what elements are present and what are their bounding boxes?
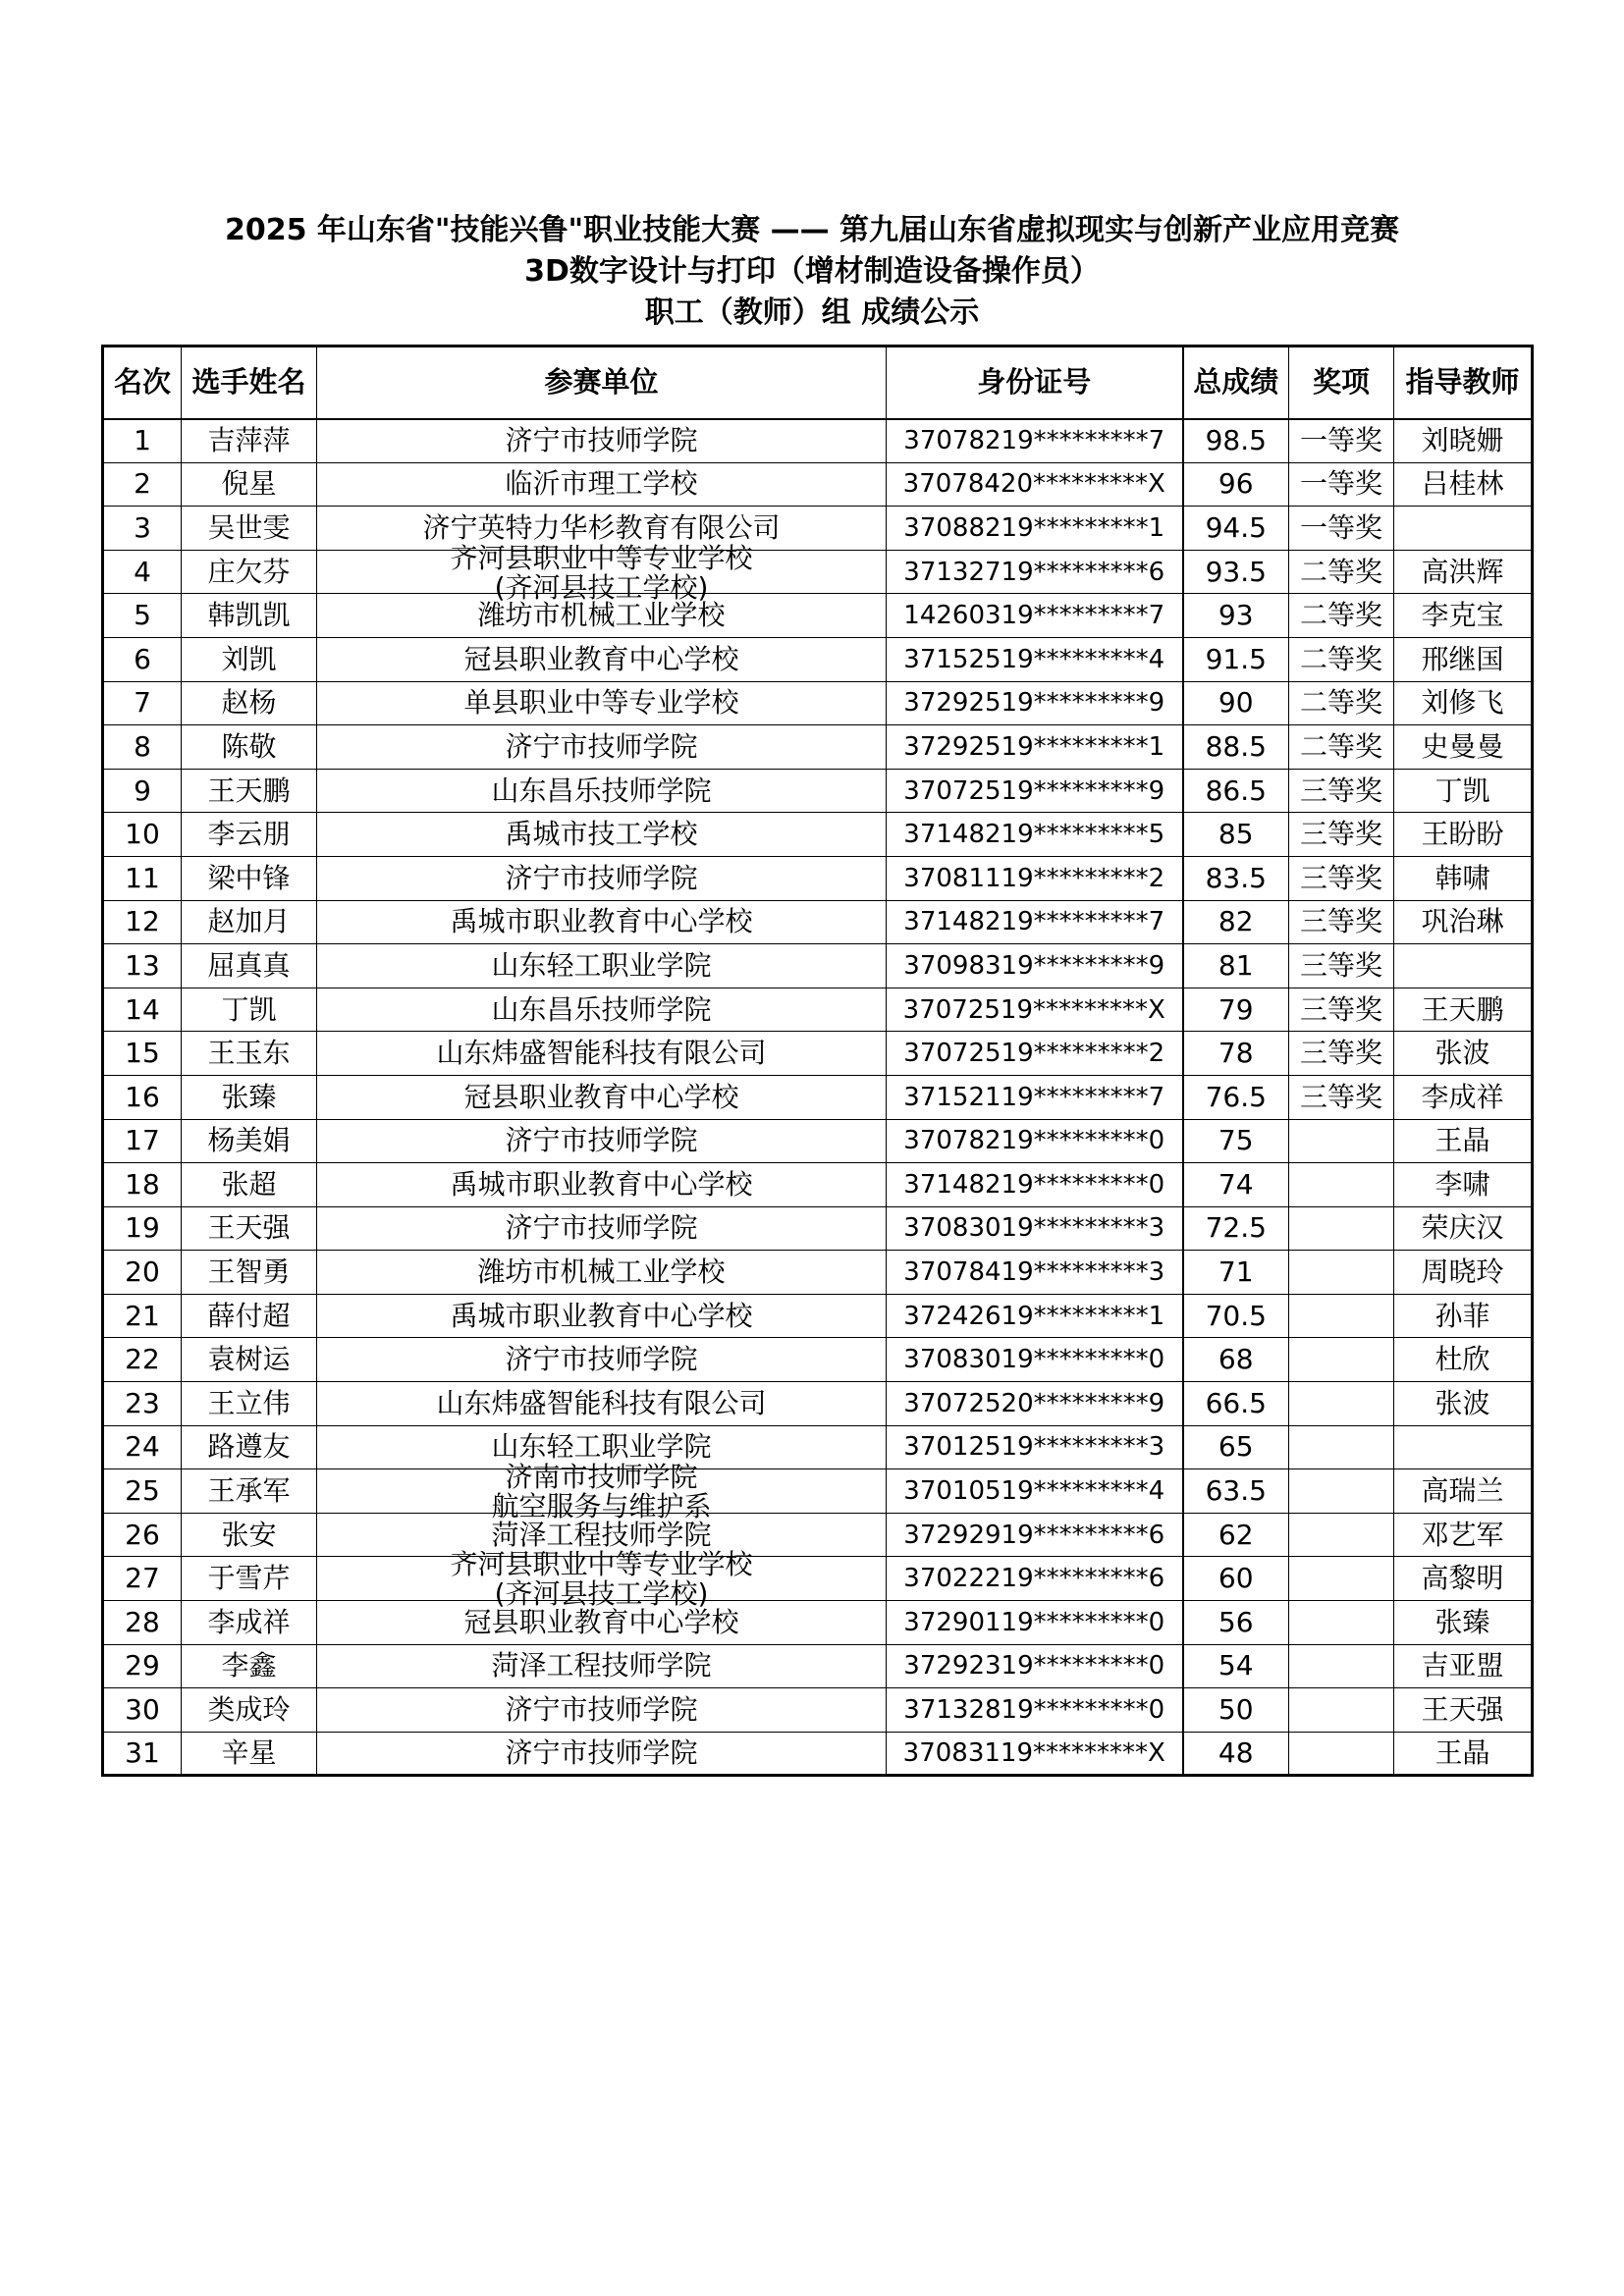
cell-score: 81 (1183, 944, 1289, 988)
cell-score: 48 (1183, 1732, 1289, 1776)
table-row (103, 550, 1533, 594)
cell-award: 一等奖 (1289, 507, 1394, 551)
cell-unit (317, 1548, 887, 1611)
cell-id: 37072519*********9 (887, 769, 1183, 813)
cell-award: 二等奖 (1289, 550, 1394, 594)
document-title (0, 210, 1624, 334)
cell-award (1289, 1601, 1394, 1645)
cell-teacher: 王天强 (1394, 1688, 1533, 1733)
table-row (103, 1206, 1533, 1251)
cell-unit: 禹城市技工学校 (317, 813, 887, 857)
cell-award (1289, 1119, 1394, 1163)
cell-id: 37078219*********7 (887, 419, 1183, 463)
cell-teacher: 王天鹏 (1394, 988, 1533, 1032)
cell-award (1289, 1688, 1394, 1733)
cell-id: 37078420*********X (887, 462, 1183, 507)
cell-name: 吉萍萍 (182, 419, 317, 463)
cell-name: 吴世雯 (182, 507, 317, 551)
cell-unit: 山东炜盛智能科技有限公司 (317, 1382, 887, 1426)
cell-unit: 单县职业中等专业学校 (317, 681, 887, 725)
cell-unit: 临沂市理工学校 (317, 462, 887, 507)
cell-id: 37152519*********4 (887, 637, 1183, 681)
table-row (103, 856, 1533, 900)
cell-unit-line-1: 齐河县职业中等专业学校 (450, 541, 753, 574)
cell-award: 二等奖 (1289, 637, 1394, 681)
cell-unit: 济宁市技师学院 (317, 419, 887, 463)
cell-rank: 8 (103, 725, 182, 770)
cell-teacher: 孙菲 (1394, 1294, 1533, 1338)
cell-rank: 16 (103, 1075, 182, 1119)
cell-score: 79 (1183, 988, 1289, 1032)
cell-award: 三等奖 (1289, 944, 1394, 988)
cell-teacher: 张臻 (1394, 1601, 1533, 1645)
cell-rank: 14 (103, 988, 182, 1032)
cell-rank: 19 (103, 1206, 182, 1251)
cell-teacher: 荣庆汉 (1394, 1206, 1533, 1251)
cell-teacher: 高洪辉 (1394, 550, 1533, 594)
cell-unit-two-line (317, 1461, 886, 1523)
results-table (101, 345, 1534, 1777)
cell-score: 78 (1183, 1032, 1289, 1076)
cell-score: 56 (1183, 1601, 1289, 1645)
cell-id: 37083019*********3 (887, 1206, 1183, 1251)
cell-id: 37152119*********7 (887, 1075, 1183, 1119)
cell-award: 二等奖 (1289, 594, 1394, 638)
cell-score: 96 (1183, 462, 1289, 507)
table-row (103, 1338, 1533, 1382)
table-row (103, 1688, 1533, 1733)
cell-id: 37022219*********6 (887, 1557, 1183, 1601)
cell-score: 82 (1183, 900, 1289, 944)
cell-award: 三等奖 (1289, 769, 1394, 813)
cell-unit: 冠县职业教育中心学校 (317, 1075, 887, 1119)
cell-name: 袁树运 (182, 1338, 317, 1382)
cell-rank: 25 (103, 1469, 182, 1514)
table-row (103, 1557, 1533, 1601)
cell-unit-line-2: (齐河县技工学校) (494, 1577, 709, 1611)
cell-rank: 15 (103, 1032, 182, 1076)
cell-score: 65 (1183, 1425, 1289, 1469)
cell-rank: 30 (103, 1688, 182, 1733)
cell-name: 李云朋 (182, 813, 317, 857)
table-row (103, 681, 1533, 725)
cell-id: 37148219*********0 (887, 1163, 1183, 1207)
title-line-1: 2025 年山东省"技能兴鲁"职业技能大赛 —— 第九届山东省虚拟现实与创新产业应用竞赛 (224, 213, 1400, 247)
cell-rank: 31 (103, 1732, 182, 1776)
cell-id: 37292519*********9 (887, 681, 1183, 725)
cell-unit: 山东轻工职业学院 (317, 944, 887, 988)
cell-name: 梁中锋 (182, 856, 317, 900)
cell-id: 37010519*********4 (887, 1469, 1183, 1514)
cell-id: 37242619*********1 (887, 1294, 1183, 1338)
cell-id: 37098319*********9 (887, 944, 1183, 988)
cell-name: 路遵友 (182, 1425, 317, 1469)
cell-award: 三等奖 (1289, 856, 1394, 900)
cell-unit-line-1: 济南市技师学院 (505, 1461, 698, 1494)
cell-id: 37078219*********0 (887, 1119, 1183, 1163)
cell-unit (317, 541, 887, 604)
cell-award (1289, 1294, 1394, 1338)
table-row (103, 1732, 1533, 1776)
cell-unit: 冠县职业教育中心学校 (317, 637, 887, 681)
cell-unit: 山东昌乐技师学院 (317, 769, 887, 813)
cell-unit: 济宁市技师学院 (317, 1688, 887, 1733)
cell-id: 37148219*********5 (887, 813, 1183, 857)
cell-rank: 7 (103, 681, 182, 725)
cell-score: 62 (1183, 1513, 1289, 1557)
table-row (103, 1601, 1533, 1645)
table-row (103, 813, 1533, 857)
cell-unit (317, 1461, 887, 1523)
cell-award: 三等奖 (1289, 1075, 1394, 1119)
cell-award (1289, 1513, 1394, 1557)
cell-score: 83.5 (1183, 856, 1289, 900)
cell-score: 88.5 (1183, 725, 1289, 770)
table-row (103, 769, 1533, 813)
cell-name: 李鑫 (182, 1644, 317, 1688)
cell-teacher: 周晓玲 (1394, 1251, 1533, 1295)
cell-rank: 3 (103, 507, 182, 551)
cell-name: 王承军 (182, 1469, 317, 1514)
cell-id: 37072519*********2 (887, 1032, 1183, 1076)
cell-name: 杨美娟 (182, 1119, 317, 1163)
cell-rank: 5 (103, 594, 182, 638)
cell-rank: 28 (103, 1601, 182, 1645)
cell-id: 37072519*********X (887, 988, 1183, 1032)
table-row (103, 725, 1533, 770)
cell-id: 37290119*********0 (887, 1601, 1183, 1645)
cell-id: 37132819*********0 (887, 1688, 1183, 1733)
cell-teacher (1394, 507, 1533, 551)
cell-award (1289, 1732, 1394, 1776)
cell-award (1289, 1206, 1394, 1251)
table-row (103, 594, 1533, 638)
cell-teacher: 王晶 (1394, 1732, 1533, 1776)
cell-award: 三等奖 (1289, 813, 1394, 857)
cell-name: 类成玲 (182, 1688, 317, 1733)
cell-teacher (1394, 1425, 1533, 1469)
cell-award (1289, 1382, 1394, 1426)
cell-rank: 24 (103, 1425, 182, 1469)
header-score: 总成绩 (1183, 347, 1289, 419)
cell-rank: 29 (103, 1644, 182, 1688)
cell-unit-line-2: (齐河县技工学校) (494, 570, 709, 604)
cell-unit: 济宁市技师学院 (317, 1206, 887, 1251)
cell-score: 76.5 (1183, 1075, 1289, 1119)
table-row (103, 1032, 1533, 1076)
table-row (103, 944, 1533, 988)
cell-id: 37012519*********3 (887, 1425, 1183, 1469)
cell-score: 71 (1183, 1251, 1289, 1295)
cell-teacher: 王盼盼 (1394, 813, 1533, 857)
cell-id: 37292319*********0 (887, 1644, 1183, 1688)
cell-award: 二等奖 (1289, 725, 1394, 770)
cell-name: 刘凯 (182, 637, 317, 681)
cell-award: 三等奖 (1289, 900, 1394, 944)
cell-rank: 6 (103, 637, 182, 681)
cell-teacher: 巩治琳 (1394, 900, 1533, 944)
cell-score: 90 (1183, 681, 1289, 725)
cell-id: 37083019*********0 (887, 1338, 1183, 1382)
cell-score: 74 (1183, 1163, 1289, 1207)
cell-award: 二等奖 (1289, 681, 1394, 725)
cell-rank: 18 (103, 1163, 182, 1207)
cell-teacher: 张波 (1394, 1382, 1533, 1426)
cell-name: 王玉东 (182, 1032, 317, 1076)
cell-name: 倪星 (182, 462, 317, 507)
cell-teacher: 韩啸 (1394, 856, 1533, 900)
cell-name: 屈真真 (182, 944, 317, 988)
cell-teacher: 王晶 (1394, 1119, 1533, 1163)
cell-award: 一等奖 (1289, 419, 1394, 463)
cell-score: 98.5 (1183, 419, 1289, 463)
cell-score: 66.5 (1183, 1382, 1289, 1426)
cell-name: 张臻 (182, 1075, 317, 1119)
table-row (103, 900, 1533, 944)
cell-rank: 11 (103, 856, 182, 900)
cell-unit: 济宁市技师学院 (317, 856, 887, 900)
cell-award (1289, 1644, 1394, 1688)
cell-unit: 冠县职业教育中心学校 (317, 1601, 887, 1645)
cell-name: 薛付超 (182, 1294, 317, 1338)
header-id: 身份证号 (887, 347, 1183, 419)
header-teacher: 指导教师 (1394, 347, 1533, 419)
table-row (103, 1163, 1533, 1207)
cell-rank: 13 (103, 944, 182, 988)
cell-teacher: 李成祥 (1394, 1075, 1533, 1119)
cell-teacher: 张波 (1394, 1032, 1533, 1076)
cell-name: 王天强 (182, 1206, 317, 1251)
cell-score: 94.5 (1183, 507, 1289, 551)
table-row (103, 1119, 1533, 1163)
cell-name: 李成祥 (182, 1601, 317, 1645)
cell-teacher: 李克宝 (1394, 594, 1533, 638)
cell-unit: 禹城市职业教育中心学校 (317, 900, 887, 944)
cell-score: 68 (1183, 1338, 1289, 1382)
cell-award: 一等奖 (1289, 462, 1394, 507)
cell-teacher: 吕桂林 (1394, 462, 1533, 507)
cell-unit: 济宁市技师学院 (317, 1119, 887, 1163)
cell-rank: 9 (103, 769, 182, 813)
cell-name: 王智勇 (182, 1251, 317, 1295)
cell-rank: 10 (103, 813, 182, 857)
cell-name: 王天鹏 (182, 769, 317, 813)
cell-unit-line-1: 齐河县职业中等专业学校 (450, 1548, 753, 1581)
cell-unit: 山东轻工职业学院 (317, 1425, 887, 1469)
cell-award: 三等奖 (1289, 988, 1394, 1032)
cell-id: 14260319*********7 (887, 594, 1183, 638)
cell-unit-two-line (317, 541, 886, 604)
cell-unit: 菏泽工程技师学院 (317, 1513, 887, 1557)
cell-rank: 20 (103, 1251, 182, 1295)
cell-score: 86.5 (1183, 769, 1289, 813)
cell-teacher (1394, 944, 1533, 988)
table-row (103, 1294, 1533, 1338)
cell-id: 37081119*********2 (887, 856, 1183, 900)
header-name: 选手姓名 (182, 347, 317, 419)
cell-award (1289, 1469, 1394, 1514)
cell-id: 37072520*********9 (887, 1382, 1183, 1426)
header-row (103, 347, 1533, 419)
header-award: 奖项 (1289, 347, 1394, 419)
table-row (103, 1075, 1533, 1119)
cell-unit: 济宁市技师学院 (317, 1732, 887, 1776)
cell-name: 丁凯 (182, 988, 317, 1032)
table-row (103, 988, 1533, 1032)
cell-score: 54 (1183, 1644, 1289, 1688)
cell-teacher: 丁凯 (1394, 769, 1533, 813)
cell-score: 72.5 (1183, 1206, 1289, 1251)
table-row (103, 1469, 1533, 1514)
cell-name: 陈敬 (182, 725, 317, 770)
cell-rank: 17 (103, 1119, 182, 1163)
cell-name: 张安 (182, 1513, 317, 1557)
cell-award (1289, 1338, 1394, 1382)
cell-teacher: 吉亚盟 (1394, 1644, 1533, 1688)
cell-unit: 禹城市职业教育中心学校 (317, 1163, 887, 1207)
title-line-2: 3D数字设计与打印（增材制造设备操作员） (524, 254, 1100, 289)
cell-id: 37292919*********6 (887, 1513, 1183, 1557)
cell-teacher: 刘晓姗 (1394, 419, 1533, 463)
cell-unit: 山东昌乐技师学院 (317, 988, 887, 1032)
cell-name: 庄欠芬 (182, 550, 317, 594)
cell-teacher: 邢继国 (1394, 637, 1533, 681)
cell-rank: 12 (103, 900, 182, 944)
cell-score: 93 (1183, 594, 1289, 638)
table-row (103, 419, 1533, 463)
cell-rank: 21 (103, 1294, 182, 1338)
cell-id: 37148219*********7 (887, 900, 1183, 944)
cell-name: 王立伟 (182, 1382, 317, 1426)
cell-score: 85 (1183, 813, 1289, 857)
cell-unit: 菏泽工程技师学院 (317, 1644, 887, 1688)
cell-unit-line-2: 航空服务与维护系 (491, 1490, 712, 1523)
table-row (103, 462, 1533, 507)
cell-award (1289, 1557, 1394, 1601)
cell-rank: 26 (103, 1513, 182, 1557)
cell-rank: 2 (103, 462, 182, 507)
cell-teacher: 高瑞兰 (1394, 1469, 1533, 1514)
cell-rank: 23 (103, 1382, 182, 1426)
cell-teacher: 刘修飞 (1394, 681, 1533, 725)
cell-rank: 4 (103, 550, 182, 594)
cell-unit: 禹城市职业教育中心学校 (317, 1294, 887, 1338)
cell-id: 37078419*********3 (887, 1251, 1183, 1295)
cell-unit-two-line (317, 1548, 886, 1611)
cell-unit: 济宁市技师学院 (317, 1338, 887, 1382)
cell-award (1289, 1425, 1394, 1469)
cell-id: 37088219*********1 (887, 507, 1183, 551)
cell-rank: 1 (103, 419, 182, 463)
cell-score: 63.5 (1183, 1469, 1289, 1514)
cell-id: 37292519*********1 (887, 725, 1183, 770)
cell-teacher: 杜欣 (1394, 1338, 1533, 1382)
table-row (103, 1382, 1533, 1426)
cell-name: 于雪芹 (182, 1557, 317, 1601)
cell-award (1289, 1251, 1394, 1295)
cell-name: 张超 (182, 1163, 317, 1207)
cell-teacher: 高黎明 (1394, 1557, 1533, 1601)
cell-name: 辛星 (182, 1732, 317, 1776)
cell-award (1289, 1163, 1394, 1207)
cell-teacher: 史曼曼 (1394, 725, 1533, 770)
cell-unit: 济宁英特力华杉教育有限公司 (317, 507, 887, 551)
cell-award: 三等奖 (1289, 1032, 1394, 1076)
header-rank: 名次 (103, 347, 182, 419)
cell-score: 70.5 (1183, 1294, 1289, 1338)
cell-unit: 山东炜盛智能科技有限公司 (317, 1032, 887, 1076)
header-unit: 参赛单位 (317, 347, 887, 419)
cell-score: 60 (1183, 1557, 1289, 1601)
cell-rank: 22 (103, 1338, 182, 1382)
cell-score: 93.5 (1183, 550, 1289, 594)
table-row (103, 1251, 1533, 1295)
cell-rank: 27 (103, 1557, 182, 1601)
cell-id: 37132719*********6 (887, 550, 1183, 594)
cell-score: 50 (1183, 1688, 1289, 1733)
cell-unit: 潍坊市机械工业学校 (317, 594, 887, 638)
cell-name: 赵杨 (182, 681, 317, 725)
cell-teacher: 李啸 (1394, 1163, 1533, 1207)
cell-unit: 潍坊市机械工业学校 (317, 1251, 887, 1295)
cell-teacher: 邓艺军 (1394, 1513, 1533, 1557)
cell-unit: 济宁市技师学院 (317, 725, 887, 770)
table-row (103, 637, 1533, 681)
cell-name: 赵加月 (182, 900, 317, 944)
cell-id: 37083119*********X (887, 1732, 1183, 1776)
cell-score: 91.5 (1183, 637, 1289, 681)
title-line-3: 职工（教师）组 成绩公示 (644, 295, 980, 330)
cell-score: 75 (1183, 1119, 1289, 1163)
table-row (103, 1644, 1533, 1688)
cell-name: 韩凯凯 (182, 594, 317, 638)
